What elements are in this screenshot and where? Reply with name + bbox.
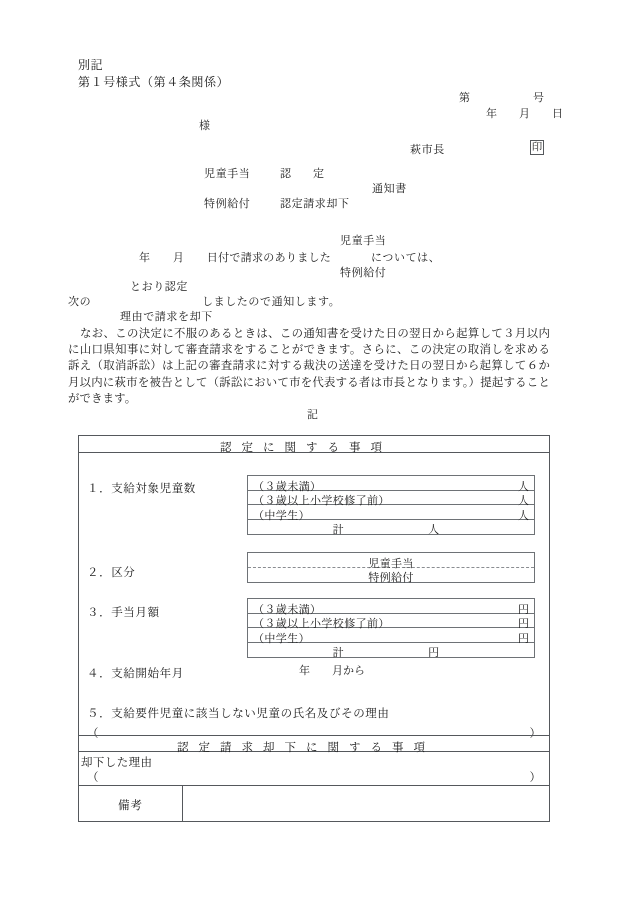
rejection-section-header: [79, 735, 549, 752]
document-number-prefix: 第: [459, 91, 471, 104]
section3-row: [248, 599, 534, 614]
title-type-allowance: 児童手当: [204, 167, 251, 180]
seal-box: 印: [531, 141, 543, 153]
title-action-reject: 認定請求却下: [280, 197, 350, 210]
section3-row-name: （３歳以上小学校修了前）: [253, 617, 390, 630]
title-type-special: 特例給付: [204, 197, 251, 210]
section3-row-unit: 円: [518, 631, 529, 645]
remarks-label-cell: [79, 786, 183, 821]
document-number-suffix: 号: [533, 91, 545, 104]
section1-total-unit: 人: [428, 523, 440, 536]
section3-total-label: 計: [332, 646, 344, 659]
section2-option-text: 児童手当: [368, 556, 414, 570]
statement-request-date: 年 月 日付で請求のありました: [139, 251, 332, 264]
rejection-section-header-text: 認定請求却下に関する事項: [177, 739, 435, 754]
section1-row-name: （中学生）: [253, 508, 310, 522]
title-action-certify: 認 定: [280, 167, 324, 180]
section2-box: [247, 552, 535, 583]
section3-row-unit: 円: [518, 602, 529, 616]
section3-box: [247, 598, 535, 658]
section3-row-name: （中学生）: [253, 631, 310, 645]
rejection-paren-close: ）: [529, 770, 541, 784]
issuer-name: 萩市長: [410, 143, 445, 156]
appeal-notice-paragraph: なお、この決定に不服のあるときは、この通知書を受けた日の翌日から起算して３月以内に山口県知事に対して審査請求をすることができます。さらに、この決定の取消しを求める訴え（取消訴訟）は上記の審査請求に対する裁決の送達を受けた日の翌日から起算して６か月以内に萩市を被告として（訴訟において市を代表する者は市長となります。）提起することができます。: [68, 326, 550, 405]
annex-label: 別記: [78, 58, 104, 72]
section2-label: ２．区分: [87, 565, 136, 579]
rejection-reason-block: [79, 752, 549, 785]
section1-row: [248, 505, 534, 520]
section4-value: 年 月から: [299, 664, 365, 677]
section4-label: ４．支給開始年月: [87, 666, 184, 680]
section1-label: １．支給対象児童数: [87, 481, 196, 495]
section1-row: [248, 476, 534, 491]
section3-row: [248, 614, 534, 629]
statement-about: については、: [371, 251, 441, 264]
title-suffix-notice: 通知書: [372, 182, 407, 195]
recipient-honorific: 様: [199, 119, 211, 132]
rejection-reason-label: 却下した理由: [81, 755, 153, 769]
section1-row-unit: 人: [518, 508, 529, 522]
section1-row-name: （３歳以上小学校修了前）: [253, 494, 390, 507]
form-table: [78, 435, 550, 822]
remarks-row: [79, 785, 549, 821]
certification-section-header: [79, 436, 549, 453]
section5-paren-open: （: [87, 726, 99, 740]
statement-type-special: 特例給付: [340, 266, 387, 279]
section2-option-text: 特例給付: [368, 571, 414, 584]
section1-total-label: 計: [332, 523, 344, 536]
statement-type-allowance: 児童手当: [340, 234, 387, 247]
section1-row: [248, 491, 534, 506]
statement-next-prefix: 次の: [68, 295, 92, 308]
statement-result-certify: とおり認定: [130, 280, 188, 293]
section3-label: ３．手当月額: [87, 605, 160, 619]
section2-option[interactable]: [248, 568, 534, 583]
section1-box: [247, 475, 535, 535]
remarks-field[interactable]: [183, 786, 549, 821]
section1-row-name: （３歳未満）: [253, 479, 322, 493]
section1-row-unit: 人: [518, 494, 529, 507]
issue-date-line: 年 月 日: [486, 107, 563, 120]
certification-body: [79, 453, 549, 740]
section3-total-row: [248, 643, 534, 658]
remarks-label-text: 備考: [118, 798, 143, 812]
statement-closing: しましたので通知します。: [202, 295, 341, 308]
statement-result-reject: 理由で請求を却下: [120, 310, 213, 323]
section5-label: ５．支給要件児童に該当しない児童の氏名及びその理由: [87, 706, 390, 720]
section1-row-unit: 人: [518, 479, 529, 493]
section3-row: [248, 628, 534, 643]
form-number: 第１号様式（第４条関係）: [78, 75, 230, 89]
section5-paren-close: ）: [529, 726, 541, 740]
section3-row-unit: 円: [518, 617, 529, 630]
section2-option[interactable]: [248, 553, 534, 568]
section3-row-name: （３歳未満）: [253, 602, 322, 616]
certification-section-header-text: 認定に関する事項: [220, 439, 392, 454]
section3-total-unit: 円: [428, 646, 440, 659]
rejection-paren-open: （: [87, 770, 99, 784]
note-marker: 記: [307, 408, 319, 421]
section1-total-row: [248, 520, 534, 535]
